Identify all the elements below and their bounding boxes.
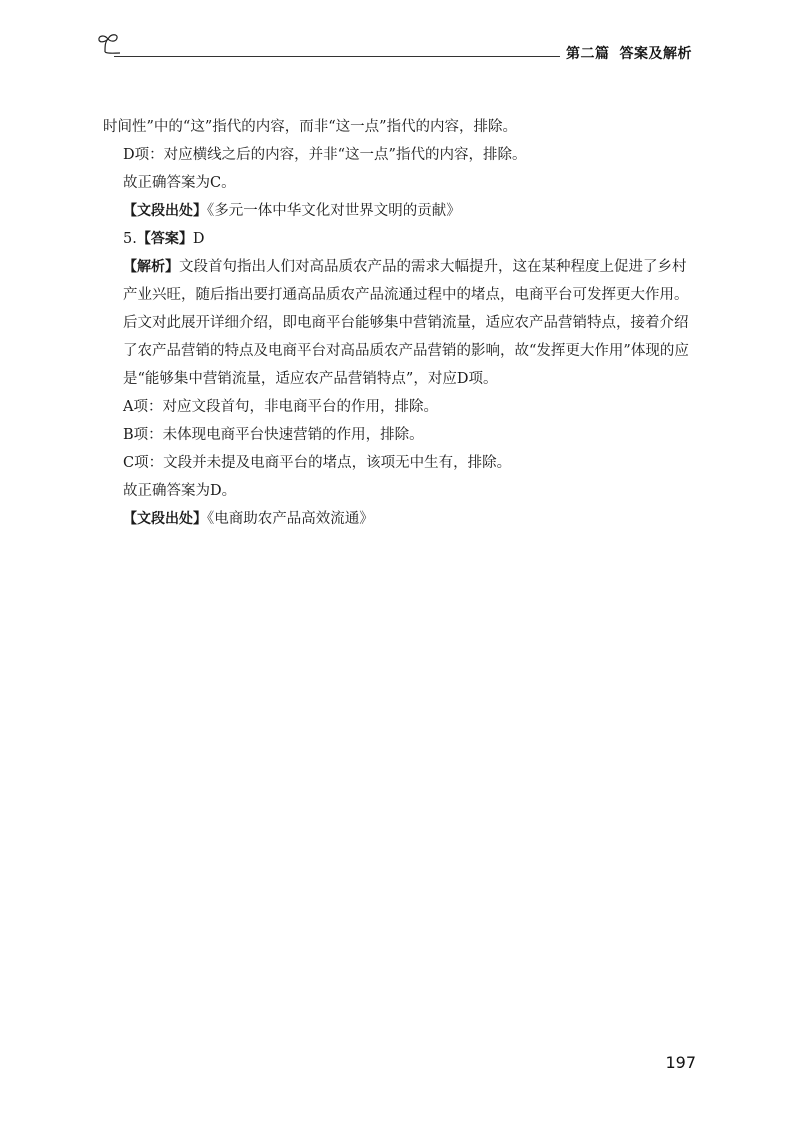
header-rule — [114, 56, 560, 57]
paragraph-continued: 时间性”中的“这”指代的内容，而非“这一点”指代的内容，排除。 — [103, 119, 518, 135]
header-chapter-title: 答案及解析 — [619, 46, 692, 62]
paragraph-option-c: C项：文段并未提及电商平台的堵点，该项无中生有，排除。 — [123, 455, 512, 471]
paragraph-source-4 — [103, 197, 695, 225]
source-label: 【文段出处】 — [123, 203, 207, 219]
paragraph-source-5 — [103, 505, 695, 533]
answer-value: D — [192, 231, 205, 247]
page-body — [103, 113, 695, 533]
paragraph-conclusion-5: 故正确答案为D。 — [123, 483, 237, 499]
header-section: 第二篇 — [566, 46, 610, 62]
analysis-text: 文段首句指出人们对高品质农产品的需求大幅提升，这在某种程度上促进了乡村产业兴旺，随后指出要打通高品质农产品流通过程中的堵点，电商平台可发挥更大作用。后文对此展开详细介绍，即电商平台能够集中营销流量，适应农产品营销特点，接着介绍了农产品营销的特点及电商平台对高品质农产品营销的影响，故“发挥更大作用”体现的应是“能够集中营销流量，适应农产品营销特点”，对应D项。 — [123, 259, 689, 387]
page-number: 197 — [665, 1053, 696, 1072]
page-header — [96, 32, 696, 62]
paragraph-option-a: A项：对应文段首句，非电商平台的作用，排除。 — [123, 399, 438, 415]
source-title: 《电商助农产品高效流通》 — [207, 511, 374, 527]
source-label: 【文段出处】 — [123, 511, 207, 527]
header-title — [566, 43, 692, 63]
paragraph-answer-5 — [103, 225, 695, 253]
source-title: 《多元一体中华文化对世界文明的贡献》 — [207, 203, 461, 219]
paragraph-option-d: D项：对应横线之后的内容，并非“这一点”指代的内容，排除。 — [123, 147, 527, 163]
answer-label: 【答案】 — [136, 231, 193, 247]
paragraph-option-b: B项：未体现电商平台快速营销的作用，排除。 — [123, 427, 424, 443]
question-number: 5. — [123, 231, 137, 247]
analysis-label: 【解析】 — [123, 259, 179, 275]
paragraph-analysis-5 — [103, 253, 695, 393]
sprout-icon — [96, 32, 122, 54]
paragraph-conclusion-4: 故正确答案为C。 — [123, 175, 236, 191]
